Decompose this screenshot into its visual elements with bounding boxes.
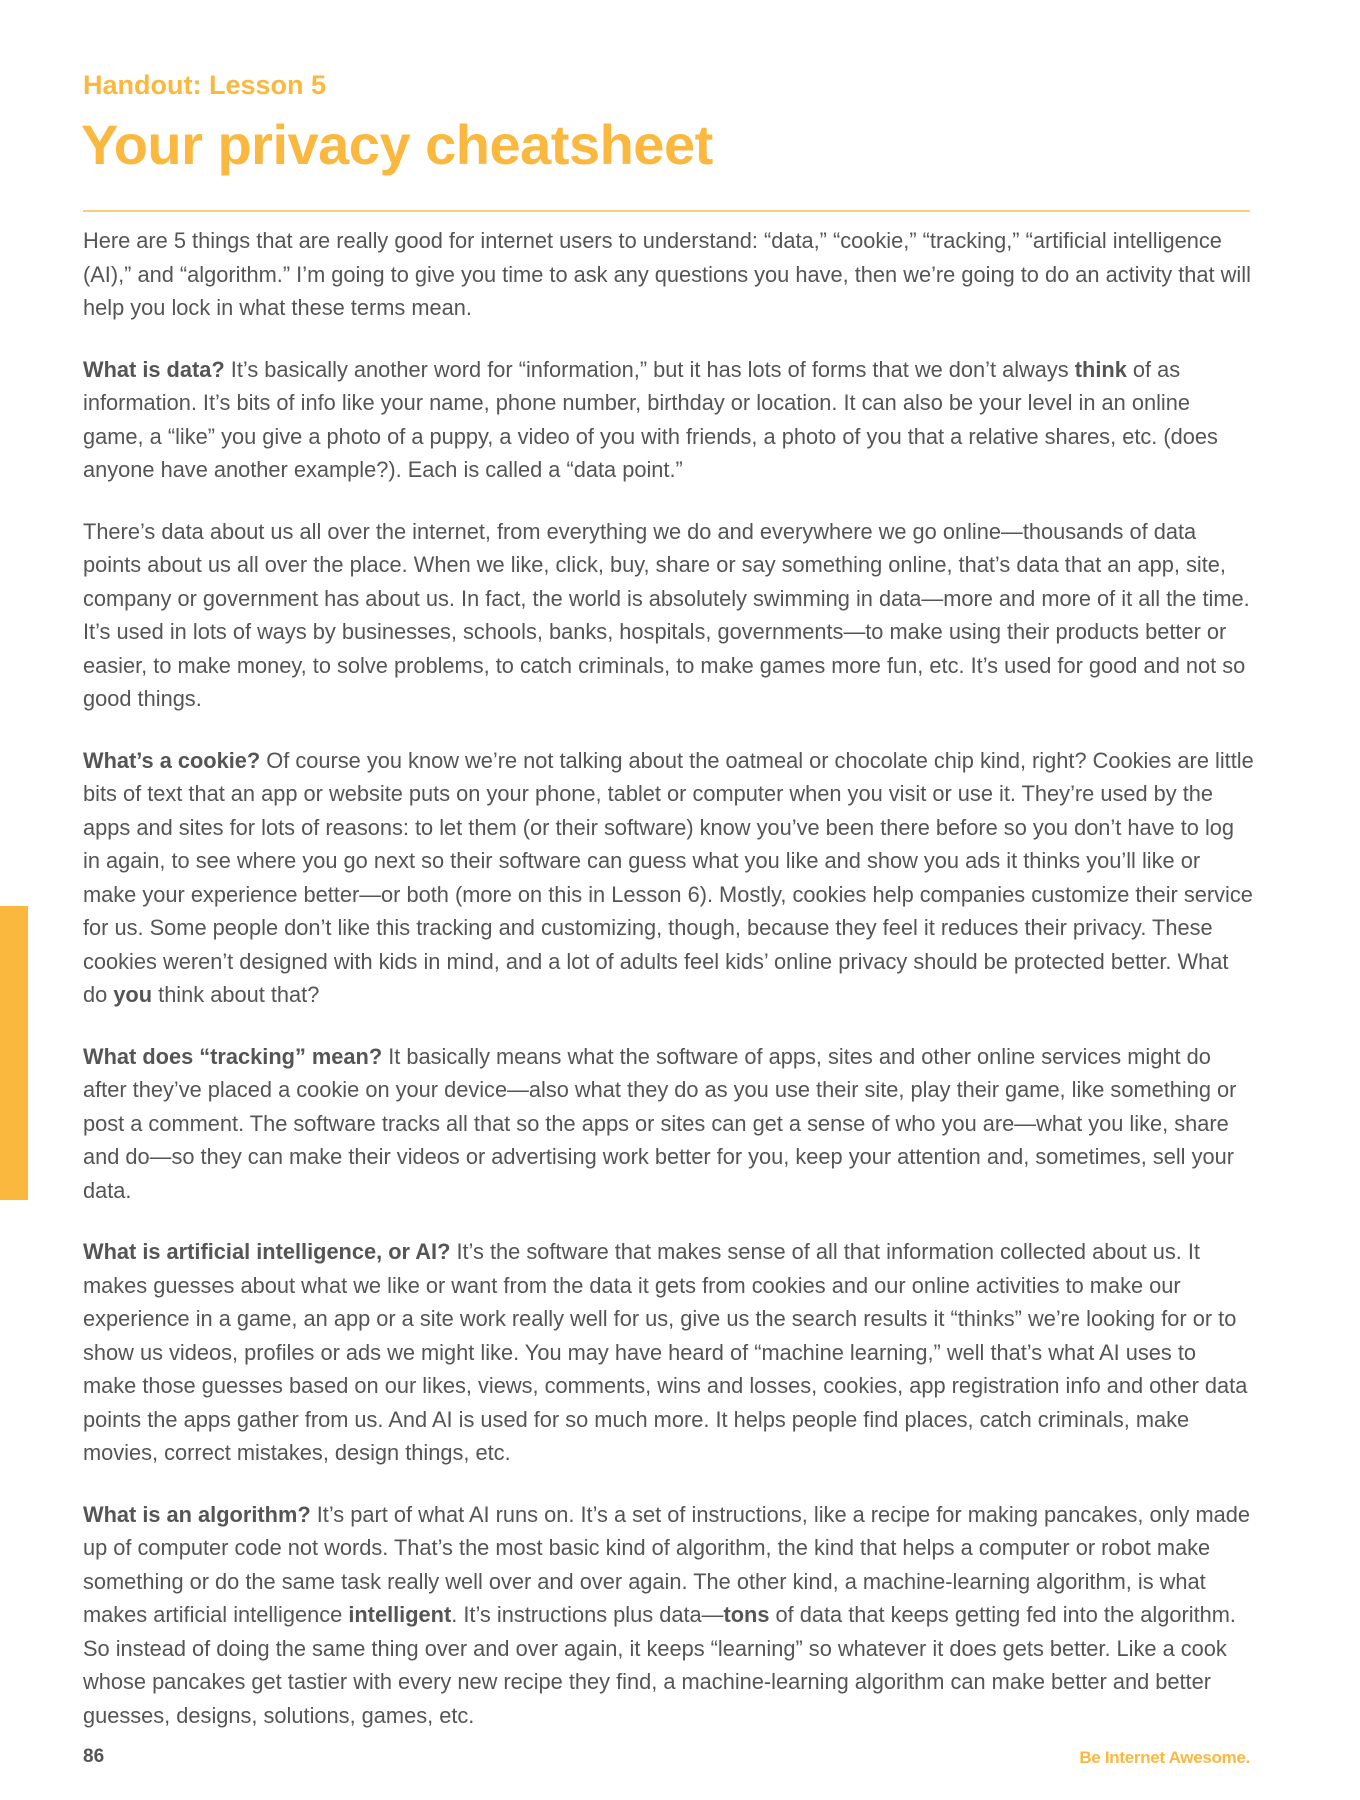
data-text-2: of as information. It’s bits of info like your name, phone number, birthday or location. It can also be your level in an online game, a “like” you give a photo of a puppy, a video of you with friends, a photo of you that a relative shares, etc. (does anyone have another example?). Each is called a “data point.” bbox=[83, 356, 1218, 482]
data-emphasis: think bbox=[1074, 356, 1127, 382]
ai-paragraph bbox=[83, 1235, 1255, 1470]
cookie-emphasis: you bbox=[113, 982, 153, 1007]
tracking-paragraph bbox=[83, 1040, 1255, 1208]
data-heading: What is data? bbox=[83, 356, 225, 382]
handout-body bbox=[83, 224, 1255, 1760]
data-paragraph bbox=[83, 353, 1255, 487]
brand-logo: Be Internet Awesome. bbox=[1079, 1748, 1250, 1767]
data-more-paragraph: There’s data about us all over the internet, from everything we do and everywhere we go online—thousands of data points about us all over the place. When we like, click, buy, share or say something online, that’s data that an app, site, company or government has about us. In fact, the world is absolutely swimming in data—more and more of it all the time. It’s used in lots of ways by businesses, schools, banks, hospitals, governments—to make using their products better or easier, to make money, to solve problems, to catch criminals, to make games more fun, etc. It’s used for good and not so good things. bbox=[83, 518, 1250, 711]
side-tab-accent bbox=[0, 906, 28, 1200]
page-title: Your privacy cheatsheet bbox=[81, 113, 713, 176]
algorithm-text-3: of data that keeps getting fed into the algorithm. So instead of doing the same thing over and over again, it keeps “learning” so whatever it does gets better. Like a cook whose pancakes get tastier with every new recipe they find, a machine-learning algorithm can make better and better guesses, designs, solutions, games, etc. bbox=[83, 1602, 1236, 1728]
ai-heading: What is artificial intelligence, or AI? bbox=[83, 1239, 451, 1264]
cookie-text-1: Of course you know we’re not talking about the oatmeal or chocolate chip kind, right? Cookies are little bits of text that an app or website puts on your phone, tablet or computer when you visit or use it. They’re used by the apps and sites for lots of reasons: to let them (or their software) know you’ve been there before so you don’t have to log in again, to see where you go next so their software can guess what you like and show you ads it thinks you’ll like or make your experience better—or both (more on this in Lesson 6). Mostly, cookies help companies customize their service for us. Some people don’t like this tracking and customizing, though, because they feel it reduces their privacy. These cookies weren’t designed with kids in mind, and a lot of adults feel kids’ online privacy should be protected better. What do bbox=[83, 747, 1254, 1007]
lesson-label: Handout: Lesson 5 bbox=[83, 70, 327, 100]
algorithm-emphasis-2: tons bbox=[723, 1602, 770, 1627]
intro-paragraph: Here are 5 things that are really good for internet users to understand: “data,” “cookie,” “tracking,” “artificial intelligence (AI),” and “algorithm.” I’m going to give you time to ask any questions you have, then we’re going to do an activity that will help you lock in what these terms mean. bbox=[83, 228, 1251, 320]
cookie-text-2: think about that? bbox=[152, 982, 320, 1007]
title-divider bbox=[83, 210, 1250, 212]
algorithm-text-1: It’s part of what AI runs on. It’s a set of instructions, like a recipe for making pancakes, only made up of computer code not words. That’s the most basic kind of algorithm, the kind that helps a computer or robot make something or do the same task really well over and over again. The other kind, a machine-learning algorithm, is what makes artificial intelligence bbox=[83, 1501, 1251, 1627]
algorithm-emphasis-1: intelligent bbox=[348, 1602, 452, 1627]
algorithm-heading: What is an algorithm? bbox=[83, 1501, 311, 1527]
cookie-heading: What’s a cookie? bbox=[83, 747, 261, 773]
algorithm-text-2: . It’s instructions plus data— bbox=[451, 1602, 724, 1627]
page-number: 86 bbox=[83, 1746, 105, 1767]
tracking-heading: What does “tracking” mean? bbox=[83, 1043, 383, 1069]
algorithm-paragraph bbox=[83, 1498, 1255, 1733]
ai-text: It’s the software that makes sense of all that information collected about us. It makes guesses about what we like or want from the data it gets from cookies and our online activities to make our experience in a game, an app or a site work really well for us, give us the search results it “thinks” we’re looking for or to show us videos, profiles or ads we might like. You may have heard of “machine learning,” well that’s what AI uses to make those guesses based on our likes, views, comments, wins and losses, cookies, app registration info and other data points the apps gather from us. And AI is used for so much more. It helps people find places, catch criminals, make movies, correct mistakes, design things, etc. bbox=[83, 1239, 1248, 1465]
tracking-text: It basically means what the software of apps, sites and other online services might do after they’ve placed a cookie on your device—also what they do as you use their site, play their game, like something or post a comment. The software tracks all that so the apps or sites can get a sense of who you are—what you like, share and do—so they can make their videos or advertising work better for you, keep your attention and, sometimes, sell your data. bbox=[83, 1043, 1237, 1203]
cookie-paragraph bbox=[83, 744, 1255, 1012]
data-text-1: It’s basically another word for “information,” but it has lots of forms that we don’t always bbox=[224, 356, 1075, 382]
